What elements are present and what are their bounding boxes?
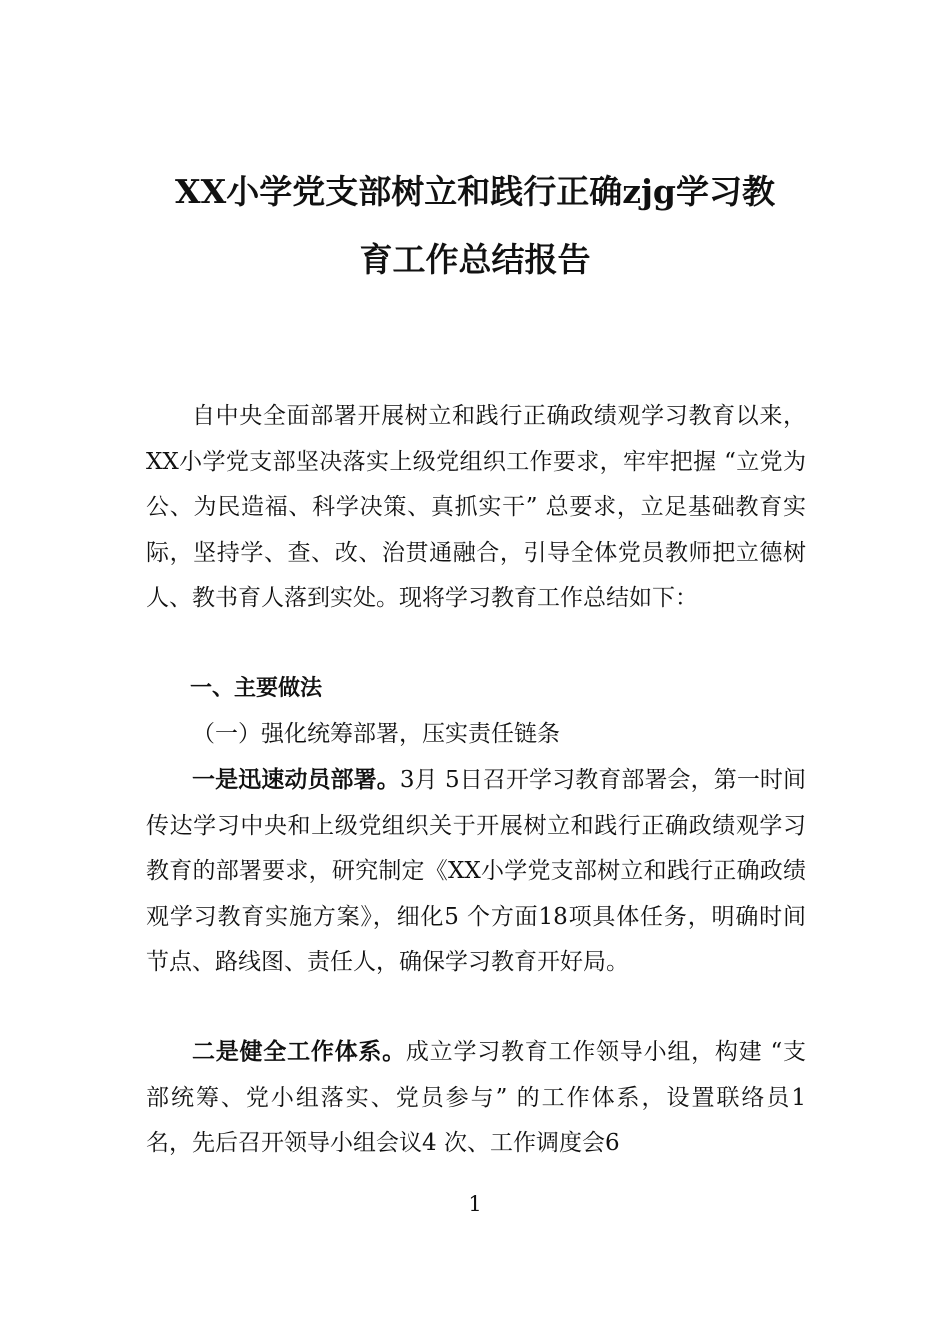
- paragraph-two-lead: 二是健全工作体系。: [192, 1039, 406, 1065]
- subsection-heading: （一）强化统筹部署，压实责任链条: [192, 721, 560, 747]
- paragraph-one-lead: 一是迅速动员部署。: [192, 767, 400, 793]
- intro-paragraph-block: [146, 394, 806, 622]
- document-title-line-1: XX小学党支部树立和践行正确zjg学习教: [175, 172, 775, 211]
- paragraph-two-body: 成立学习教育工作领导小组，构建 “支部统筹、党小组落实、党员参与” 的工作体系，设置联络员1 名，先后召开领导小组会议4 次、工作调度会6: [146, 1039, 807, 1156]
- section-heading-block: [146, 666, 806, 712]
- page-number: 1: [468, 1192, 482, 1216]
- paragraph-two-block: [146, 1030, 806, 1167]
- paragraph-one: [146, 758, 806, 986]
- subsection-heading-block: [146, 712, 806, 758]
- intro-paragraph: 自中央全面部署开展树立和践行正确政绩观学习教育以来，XX小学党支部坚决落实上级党组织工作要求，牢牢把握 “立党为公、为民造福、科学决策、真抓实干” 总要求，立足基础教育实际，坚持学、查、改、治贯通融合，引导全体党员教师把立德树人、教书育人落到实处。现将学习教育工作总结如下：: [146, 403, 806, 611]
- section-heading: 一、主要做法: [190, 676, 323, 701]
- document-title-line-2: 育工作总结报告: [359, 240, 591, 279]
- paragraph-two: [146, 1030, 806, 1167]
- paragraph-one-body: 3月 5日召开学习教育部署会，第一时间传达学习中央和上级党组织关于开展树立和践行正确政绩观学习教育的部署要求，研究制定《XX小学党支部树立和践行正确政绩观学习教育实施方案》，细化5 个方面18项具体任务，明确时间节点、路线图、责任人，确保学习教育开好局。: [146, 767, 807, 975]
- paragraph-one-block: [146, 758, 806, 986]
